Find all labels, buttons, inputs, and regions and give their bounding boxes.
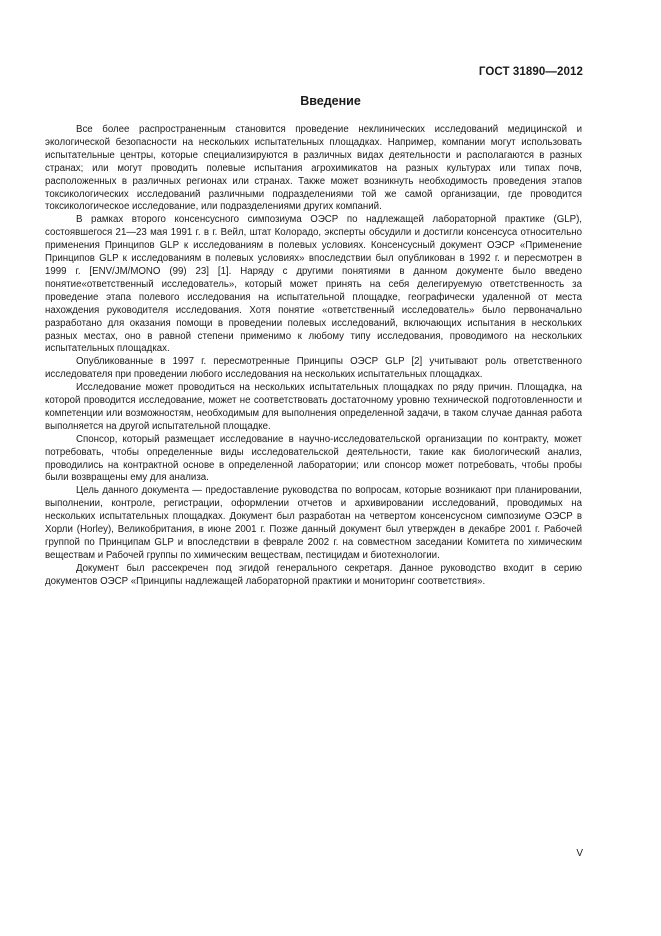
paragraph-1: Все более распространенным становится проведение неклинических исследований медицинской и экологической безопасности на нескольких испытательных площадках. Например, компании могут использовать испытательные центры, которые специализируются в различных видах деятельности и располагаются в разных странах; или могут проводить полевые испытания агрохимикатов на разных культурах или типах почв, расположенных в различных регионах или странах. Также может возникнуть необходимость проведения этапов токсикологических исследований различными подразделениями той же самой организации, где проводится токсикологическое исследование, или подразделениями других компаний. bbox=[45, 124, 582, 213]
paragraph-2: В рамках второго консенсусного симпозиума ОЭСР по надлежащей лабораторной практике (GLP), состоявшегося 21—23 мая 1991 г. в г. Вейл, штат Колорадо, эксперты обсудили и достигли консенсуса относительно применения Принципов GLP к исследованиям в полевых условиях. Консенсусный документ ОЭСР «Применение Принципов GLP к исследованиям в полевых условиях» впоследствии был опубликован в 1992 г. и пересмотрен в 1999 г. [ENV/JM/MONO (99) 23] [1]. Наряду с другими понятиями в данном документе было введено понятие«ответственный исследователь», который может принять на себя делегируемую ответственность за проведение этапа полевого исследования на испытательной площадке, географически удаленной от места нахождения руководителя исследования. Хотя понятие «ответственный исследователь» было первоначально разработано для оказания помощи в проведении полевых исследований, включающих испытания в нескольких разных местах, оно в равной степени применимо к любому типу исследования, проводимого на нескольких испытательных площадках. bbox=[45, 214, 582, 355]
paragraph-7: Документ был рассекречен под эгидой генерального секретаря. Данное руководство входит в серию документов ОЭСР «Принципы надлежащей лабораторной практики и мониторинг соответствия». bbox=[45, 562, 582, 587]
paragraph-5: Спонсор, который размещает исследование в научно-исследовательской организации по контракту, может потребовать, чтобы определенные виды исследовательской деятельности, такие как биологический анализ, проводились на контрактной основе в определенной лаборатории; или спонсор может потребовать, чтобы пробы были возвращены ему для анализа. bbox=[45, 433, 582, 484]
paragraph-4: Исследование может проводиться на нескольких испытательных площадках по ряду причин. Площадка, на которой проводится исследование, может не соответствовать достаточному уровню технической подготовленности и компетенции или возможностям, необходимым для выполнения определенной задачи, в таком случае данная работа выполняется на другой испытательной площадке. bbox=[45, 382, 582, 432]
page-number: V bbox=[576, 848, 583, 859]
section-title: Введение bbox=[300, 94, 361, 108]
paragraph-6: Цель данного документа — предоставление руководства по вопросам, которые возникают при планировании, выполнении, контроле, регистрации, оформлении отчетов и архивировании исследований, проводимых на нескольких испытательных площадках. Документ был разработан на четвертом консенсусном симпозиуме ОЭСР в Хорли (Horley), Великобритания, в июне 2001 г. Позже данный документ был утвержден в декабре 2001 г. Рабочей группой по Принципам GLP и впоследствии в феврале 2002 г. на совместном заседании Комитета по химическим веществам и Рабочей группы по химическим веществам, пестицидам и биотехнологии. bbox=[45, 485, 582, 561]
body-text bbox=[45, 124, 582, 589]
document-code: ГОСТ 31890—2012 bbox=[478, 66, 583, 78]
paragraph-3: Опубликованные в 1997 г. пересмотренные Принципы ОЭСР GLP [2] учитывают роль ответственного исследователя при проведении любого исследования на нескольких испытательных площадках. bbox=[45, 356, 582, 381]
